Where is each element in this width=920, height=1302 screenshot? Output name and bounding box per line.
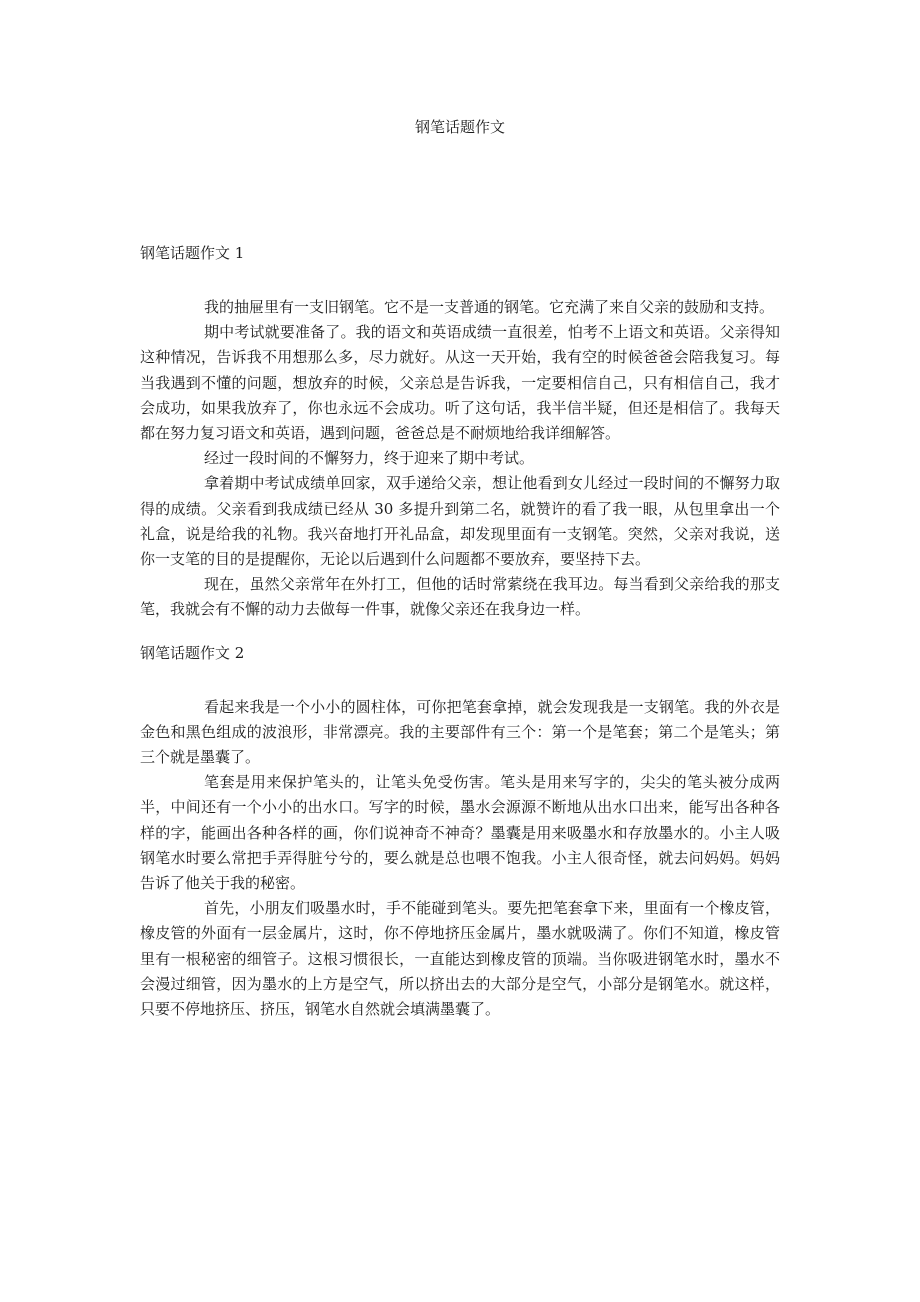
paragraph: 拿着期中考试成绩单回家，双手递给父亲，想让他看到女儿经过一段时间的不懈努力取得的成绩。父亲看到我成绩已经从 30 多提升到第二名，就赞许的看了我一眼，从包里拿出一个礼盒，说是给我的礼物。我兴奋地打开礼品盒，却发现里面有一支钢笔。突然，父亲对我说，送你一支笔的目的是提醒你，无论以后遇到什么问题都不要放弃，要坚持下去。	[140, 474, 780, 569]
paragraph: 期中考试就要准备了。我的语文和英语成绩一直很差，怕考不上语文和英语。父亲得知这种情况，告诉我不用想那么多，尽力就好。从这一天开始，我有空的时候爸爸会陪我复习。每当我遇到不懂的问题，想放弃的时候，父亲总是告诉我，一定要相信自己，只有相信自己，我才会成功，如果我放弃了，你也永远不会成功。听了这句话，我半信半疑，但还是相信了。我每天都在努力复习语文和英语，遇到问题，爸爸总是不耐烦地给我详细解答。	[140, 323, 780, 443]
paragraph: 笔套是用来保护笔头的，让笔头免受伤害。笔头是用来写字的，尖尖的笔头被分成两半，中间还有一个小小的出水口。写字的时候，墨水会源源不断地从出水口出来，能写出各种各样的字，能画出各种各样的画，你们说神奇不神奇？墨囊是用来吸墨水和存放墨水的。小主人吸钢笔水时要么常把手弄得脏兮兮的，要么就是总也喂不饱我。小主人很奇怪，就去问妈妈。妈妈告诉了他关于我的秘密。	[140, 773, 780, 893]
document-body	[140, 242, 780, 1022]
paragraph: 经过一段时间的不懈努力，终于迎来了期中考试。	[204, 449, 535, 468]
section-heading-1: 钢笔话题作文 1	[140, 244, 245, 262]
paragraph: 我的抽屉里有一支旧钢笔。它不是一支普通的钢笔。它充满了来自父亲的鼓励和支持。	[204, 298, 775, 316]
section-heading-2: 钢笔话题作文 2	[140, 643, 245, 662]
paragraph: 看起来我是一个小小的圆柱体，可你把笔套拿掉，就会发现我是一支钢笔。我的外衣是金色和黑色组成的波浪形，非常漂亮。我的主要部件有三个：第一个是笔套；第二个是笔头；第三个就是墨囊了。	[140, 697, 780, 767]
paragraph: 首先，小朋友们吸墨水时，手不能碰到笔头。要先把笔套拿下来，里面有一个橡皮管，橡皮管的外面有一层金属片，这时，你不停地挤压金属片，墨水就吸满了。你们不知道，橡皮管里有一根秘密的细管子。这根习惯很长，一直能达到橡皮管的顶端。当你吸进钢笔水时，墨水不会漫过细管，因为墨水的上方是空气，所以挤出去的大部分是空气，小部分是钢笔水。就这样，只要不停地挤压、挤压，钢笔水自然就会填满墨囊了。	[140, 899, 780, 1019]
document-title: 钢笔话题作文	[414, 118, 505, 136]
paragraph: 现在，虽然父亲常年在外打工，但他的话时常萦绕在我耳边。每当看到父亲给我的那支笔，我就会有不懈的动力去做每一件事，就像父亲还在我身边一样。	[140, 575, 780, 619]
